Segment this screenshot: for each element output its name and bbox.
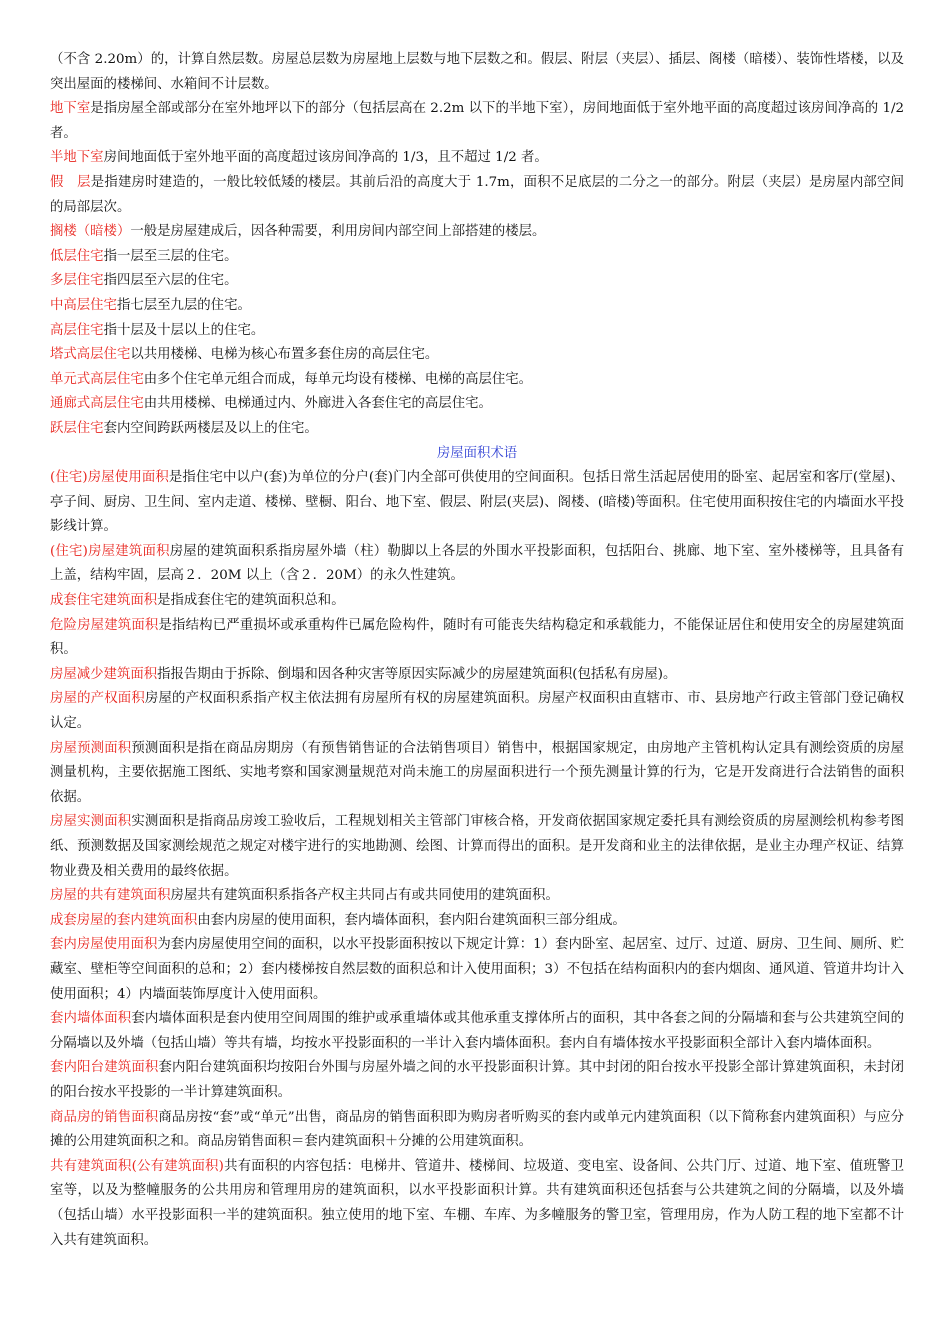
definition-term: 房屋的产权面积 <box>50 691 145 707</box>
definition-term: 房屋减少建筑面积 <box>50 666 158 682</box>
definition-term: 成套房屋的套内建筑面积 <box>50 912 198 928</box>
definition-paragraph <box>50 614 904 663</box>
definition-text: 是指房屋全部或部分在室外地坪以下的部分（包括层高在 2.2m 以下的半地下室），房间地面低于室外地平面的高度超过该房间净高的 1/2 者。 <box>50 101 905 141</box>
definition-paragraph <box>50 909 904 934</box>
definition-text: （不含 2.20m）的，计算自然层数。房屋总层数为房屋地上层数与地下层数之和。假层、附层（夹层）、插层、阁楼（暗楼）、装饰性塔楼，以及突出屋面的楼梯间、水箱间不计层数。 <box>50 52 904 92</box>
definition-paragraph <box>50 466 904 540</box>
definition-text: 由多个住宅单元组合而成，每单元均设有楼梯、电梯的高层住宅。 <box>143 371 533 387</box>
definition-paragraph <box>50 368 904 393</box>
definition-term: 套内房屋使用面积 <box>50 937 158 953</box>
definition-term: 危险房屋建筑面积 <box>50 617 159 633</box>
definition-text: 一般是房屋建成后，因各种需要，利用房间内部空间上部搭建的楼层。 <box>130 224 546 240</box>
definition-paragraph <box>50 269 904 294</box>
definition-term: 地下室 <box>50 101 91 117</box>
definition-paragraph <box>50 884 904 909</box>
definition-paragraph <box>50 417 904 442</box>
definition-paragraph <box>50 737 904 811</box>
definition-paragraph <box>50 1056 904 1105</box>
definition-text: 由套内房屋的使用面积，套内墙体面积，套内阳台建筑面积三部分组成。 <box>197 912 626 928</box>
definition-term: 塔式高层住宅 <box>50 347 131 363</box>
definition-text: 房屋的产权面积系指产权主依法拥有房屋所有权的房屋建筑面积。房屋产权面积由直辖市、市、县房地产行政主管部门登记确权认定。 <box>50 691 905 732</box>
definition-text: 商品房按“套”或“单元”出售，商品房的销售面积即为购房者听购买的套内或单元内建筑面积（以下简称套内建筑面积）与应分摊的公用建筑面积之和。商品房销售面积＝套内建筑面积＋分摊的公用建筑面积。 <box>50 1109 904 1150</box>
definition-text: 共有面积的内容包括：电梯井、管道井、楼梯间、垃圾道、变电室、设备间、公共门厅、过道、地下室、值班警卫室等，以及为整幢服务的公共用房和管理用房的建筑面积，以水平投影面积计算。共有建筑面积还包括套与公共建筑之间的分隔墙，以及外墙（包括山墙）水平投影面积一半的建筑面积。独立使用的地下室、车棚、车库、为多幢服务的警卫室，管理用房，作为人防工程的地下室都不计入共有建筑面积。 <box>50 1158 904 1248</box>
definitions-list-floors <box>50 48 904 442</box>
definition-term: 多层住宅 <box>50 273 104 289</box>
definition-paragraph <box>50 97 904 146</box>
definition-text: 套内墙体面积是套内使用空间周围的维护或承重墙体或其他承重支撑体所占的面积，其中各套之间的分隔墙和套与公共建筑空间的分隔墙以及外墙（包括山墙）等共有墙，均按水平投影面积的一半计入套内墙体面积。套内自有墙体按水平投影面积全部计入套内墙体面积。 <box>50 1011 905 1051</box>
definition-text: 指一层至三层的住宅。 <box>103 248 238 264</box>
definition-term: 半地下室 <box>50 150 104 166</box>
definition-paragraph <box>50 540 904 589</box>
definition-text: 预测面积是指在商品房期房（有预售销售证的合法销售项目）销售中，根据国家规定，由房地产主管机构认定具有测绘资质的房屋测量机构，主要依据施工图纸、实地考察和国家测量规范对尚未施工的房屋面积进行一个预先测量计算的行为，它是开发商进行合法销售的面积依据。 <box>50 740 905 805</box>
definition-text: 是指结构已严重损坏或承重构件已属危险构件，随时有可能丧失结构稳定和承载能力，不能保证居住和使用安全的房屋建筑面积。 <box>50 617 904 658</box>
definition-term: 跃层住宅 <box>50 420 104 436</box>
definition-text: 为套内房屋使用空间的面积，以水平投影面积按以下规定计算：1）套内卧室、起居室、过厅、过道、厨房、卫生间、厕所、贮藏室、壁柜等空间面积的总和；2）套内楼梯按自然层数的面积总和计入使用面积；3）不包括在结构面积内的套内烟囱、通风道、管道井均计入使用面积；4）内墙面装饰厚度计入使用面积。 <box>50 937 905 1002</box>
definition-text: 是指成套住宅的建筑面积总和。 <box>157 593 345 609</box>
definition-text: 房屋的建筑面积系指房屋外墙（柱）勒脚以上各层的外围水平投影面积，包括阳台、挑廊、地下室、室外楼梯等，且具备有上盖，结构牢固，层高２．20M 以上（含２．20M）的永久性建筑。 <box>50 543 905 584</box>
definition-paragraph <box>50 319 904 344</box>
definition-text: 是指住宅中以户(套)为单位的分户(套)门内全部可供使用的空间面积。包括日常生活起居使用的卧室、起居室和客厅(堂屋)、亭子间、厨房、卫生间、室内走道、楼梯、壁橱、阳台、地下室、假层、附层(夹层)、阁楼、(暗楼)等面积。住宅使用面积按住宅的内墙面水平投影线计算。 <box>50 470 905 535</box>
definition-text: 房屋共有建筑面积系指各产权主共同占有或共同使用的建筑面积。 <box>170 888 559 904</box>
definition-paragraph <box>50 343 904 368</box>
definitions-list-areas <box>50 466 904 1253</box>
definition-text: 实测面积是指商品房竣工验收后，工程规划相关主管部门审核合格，开发商依据国家规定委托具有测绘资质的房屋测绘机构参考图纸、预测数据及国家测绘规范之规定对楼宇进行的实地勘测、绘图、计算而得出的面积。是开发商和业主的法律依据，是业主办理产权证、结算物业费及相关费用的最终依据。 <box>50 814 905 879</box>
definition-text: 指报告期由于拆除、倒塌和因各种灾害等原因实际减少的房屋建筑面积(包括私有房屋)。 <box>157 666 677 682</box>
definition-paragraph <box>50 245 904 270</box>
definition-term: 房屋实测面积 <box>50 814 132 830</box>
definition-paragraph <box>50 294 904 319</box>
section-heading: 房屋面积术语 <box>436 445 518 461</box>
definition-paragraph <box>50 392 904 417</box>
definition-term: 房屋预测面积 <box>50 740 132 756</box>
definition-paragraph <box>50 146 904 171</box>
definition-term: (住宅)房屋建筑面积 <box>50 543 170 559</box>
definition-text: 指七层至九层的住宅。 <box>116 297 251 313</box>
definition-paragraph <box>50 171 904 220</box>
definition-text: 指十层及十层以上的住宅。 <box>103 322 265 338</box>
definition-text: 房间地面低于室外地平面的高度超过该房间净高的 1/3，且不超过 1/2 者。 <box>103 150 548 166</box>
definition-text: 以共用楼梯、电梯为核心布置多套住房的高层住宅。 <box>130 347 439 363</box>
definition-paragraph <box>50 1007 904 1056</box>
definition-text: 套内阳台建筑面积均按阳台外围与房屋外墙之间的水平投影面积计算。其中封闭的阳台按水平投影全部计算建筑面积，未封闭的阳台按水平投影的一半计算建筑面积。 <box>50 1060 904 1100</box>
definition-term: 房屋的共有建筑面积 <box>50 888 171 904</box>
definition-term: 通廊式高层住宅 <box>50 396 144 412</box>
definition-term: 搁楼（暗楼） <box>50 224 131 240</box>
definition-paragraph <box>50 1155 904 1253</box>
definition-text: 套内空间跨跃两楼层及以上的住宅。 <box>103 420 318 436</box>
definition-paragraph <box>50 810 904 884</box>
definition-paragraph <box>50 663 904 688</box>
definition-term: 低层住宅 <box>50 248 104 264</box>
definition-term: (住宅)房屋使用面积 <box>50 470 169 486</box>
definition-paragraph <box>50 220 904 245</box>
definition-term: 共有建筑面积(公有建筑面积) <box>50 1158 224 1174</box>
definition-paragraph <box>50 48 904 97</box>
definition-paragraph <box>50 589 904 614</box>
definition-term: 假 层 <box>50 174 91 190</box>
definition-text: 指四层至六层的住宅。 <box>103 273 238 289</box>
definition-term: 高层住宅 <box>50 322 104 338</box>
definition-text: 由共用楼梯、电梯通过内、外廊进入各套住宅的高层住宅。 <box>143 396 492 412</box>
definition-term: 套内墙体面积 <box>50 1011 132 1027</box>
definition-text: 是指建房时建造的，一般比较低矮的楼层。其前后沿的高度大于 1.7m，面积不足底层的二分之一的部分。附层（夹层）是房屋内部空间的局部层次。 <box>50 174 904 215</box>
definition-term: 商品房的销售面积 <box>50 1109 159 1125</box>
definition-term: 单元式高层住宅 <box>50 371 144 387</box>
definition-term: 中高层住宅 <box>50 297 117 313</box>
definition-paragraph <box>50 933 904 1007</box>
definition-paragraph <box>50 687 904 736</box>
definition-paragraph <box>50 1106 904 1155</box>
definition-term: 套内阳台建筑面积 <box>50 1060 159 1076</box>
definition-term: 成套住宅建筑面积 <box>50 593 158 609</box>
